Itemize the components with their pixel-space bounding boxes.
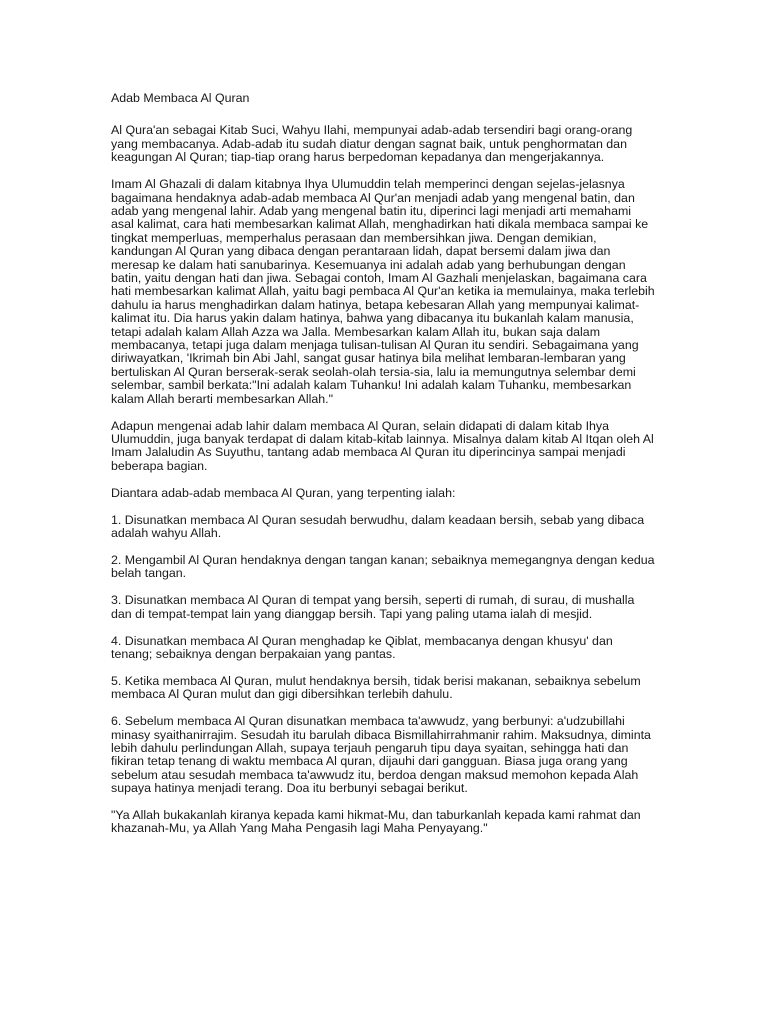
list-item-6: 6. Sebelum membaca Al Quran disunatkan membaca ta'awwudz, yang berbunyi: a'udzubillahi minasy syaithanirrajim. Sesudah itu barulah dibaca Bismillahirrahmanir rahim. Maksudnya, diminta lebih dahulu perlindungan Allah, supaya terjauh pengaruh tipu daya syaitan, sehingga hati dan fikiran tetap tenang di waktu membaca Al quran, dijauhi dari gangguan. Biasa juga orang yang sebelum atau sesudah membaca ta'awwudz itu, berdoa dengan maksud memohon kepada Alah supaya hatinya menjadi terang. Doa itu berbunyi sebagai berikut. [111, 714, 651, 796]
list-item-2: 2. Mengambil Al Quran hendaknya dengan tangan kanan; sebaiknya memegangnya dengan kedua belah tangan. [111, 552, 655, 581]
paragraph-adab-lahir: Adapun mengenai adab lahir dalam membaca Al Quran, selain didapati di dalam kitab Ihya Ulumuddin, juga banyak terdapat di dalam kitab-kitab lainnya. Misalnya dalam kitab Al Itqan oleh Al Imam Jalaludin As Suyuthu, tantang adab membaca Al Quran itu diperincinya sampai menjadi beberapa bagian. [111, 418, 654, 473]
list-item-5: 5. Ketika membaca Al Quran, mulut hendaknya bersih, tidak berisi makanan, sebaiknya sebelum membaca Al Quran mulut dan gigi dibersihkan terlebih dahulu. [111, 673, 641, 702]
paragraph-imam-al-ghazali: Imam Al Ghazali di dalam kitabnya Ihya Ulumuddin telah memperinci dengan sejelas-jelasnya bagaimana hendaknya adab-adab membaca Al Qur'an menjadi adab yang mengenal batin, dan adab yang mengenal lahir. Adab yang mengenal batin itu, diperinci lagi menjadi arti memahami asal kalimat, cara hati membesarkan kalimat Allah, menghadirkan hati dikala membaca sampai ke tingkat memperluas, memperhalus perasaan dan membersihkan jiwa. Dengan demikian, kandungan Al Quran yang dibaca dengan perantaraan lidah, dapat bersemi dalam jiwa dan meresap ke dalam hati sanubarinya. Kesemuanya ini adalah adab yang berhubungan dengan batin, yaitu dengan hati dan jiwa. Sebagai contoh, Imam Al Gazhali menjelaskan, bagaimana cara hati membesarkan kalimat Allah, yaitu bagi pembaca Al Qur'an ketika ia memulainya, maka terlebih dahulu ia harus menghadirkan dalam hatinya, betapa kebesaran Allah yang mempunyai kalimat- kalimat itu. Dia harus yakin dalam hatinya, bahwa yang dibacanya itu bukanlah kalam manusia, tetapi adalah kalam Allah Azza wa Jalla. Membesarkan kalam Allah itu, bukan saja dalam membacanya, tetapi juga dalam menjaga tulisan-tulisan Al Quran itu sendiri. Sebagaimana yang diriwayatkan, 'Ikrimah bin Abi Jahl, sangat gusar hatinya bila melihat lembaran-lembaran yang bertuliskan Al Quran berserak-serak seolah-olah tersia-sia, lalu ia memungutnya selembar demi selembar, sambil berkata:"Ini adalah kalam Tuhanku! Ini adalah kalam Tuhanku, membesarkan kalam Allah berarti membesarkan Allah." [111, 177, 655, 406]
list-item-3: 3. Disunatkan membaca Al Quran di tempat yang bersih, seperti di rumah, di surau, di mushalla dan di tempat-tempat lain yang dianggap bersih. Tapi yang paling utama ialah di mesjid. [111, 593, 635, 621]
paragraph-list-intro: Diantara adab-adab membaca Al Quran, yang terpenting ialah: [111, 485, 456, 500]
document-page [111, 92, 661, 849]
list-item-1: 1. Disunatkan membaca Al Quran sesudah berwudhu, dalam keadaan bersih, sebab yang dibaca adalah wahyu Allah. [111, 512, 645, 540]
list-item-4: 4. Disunatkan membaca Al Quran menghadap ke Qiblat, membacanya dengan khusyu' dan tenang; sebaiknya dengan berpakaian yang pantas. [111, 633, 613, 661]
prayer-quote: "Ya Allah bukakanlah kiranya kepada kami hikmat-Mu, dan taburkanlah kepada kami rahmat dan khazanah-Mu, ya Allah Yang Maha Pengasih lagi Maha Penyayang." [111, 808, 641, 836]
paragraph-intro: Al Qura'an sebagai Kitab Suci, Wahyu Ilahi, mempunyai adab-adab tersendiri bagi orang-orang yang membacanya. Adab-adab itu sudah diatur dengan sagnat baik, untuk penghormatan dan keagungan Al Quran; tiap-tiap orang harus berpedoman kepadanya dan mengerjakannya. [111, 123, 633, 165]
document-title: Adab Membaca Al Quran [111, 91, 250, 105]
